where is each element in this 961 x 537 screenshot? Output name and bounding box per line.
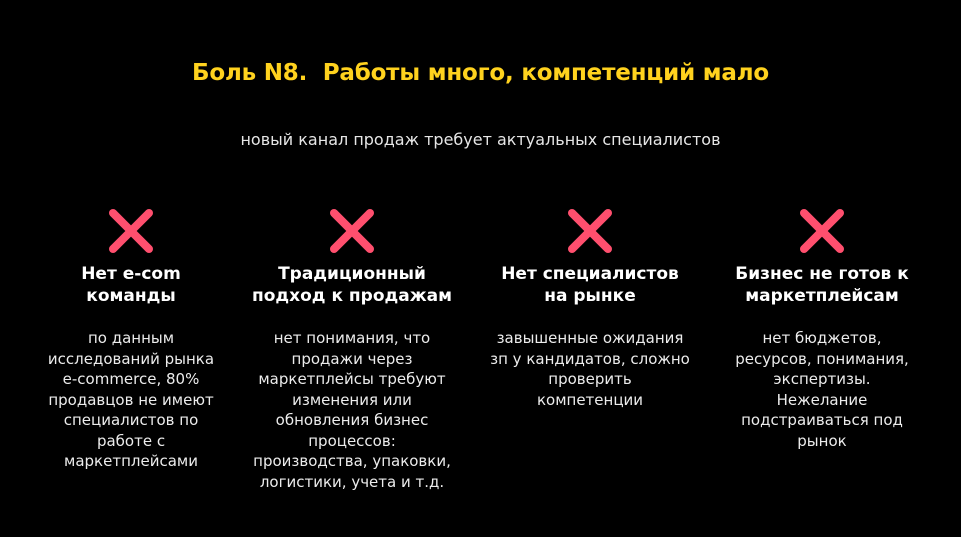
x-mark-icon <box>564 205 616 257</box>
column-body-line: обновления бизнес <box>275 411 429 429</box>
column-body-line: нет понимания, что <box>273 329 431 347</box>
column-body-line: по данным <box>87 329 175 347</box>
column-body-line: маркетплейсы требуют <box>258 370 446 388</box>
column-title-line: Нет e-com <box>81 264 181 284</box>
column-body-line: e-commerce, 80% <box>62 370 200 388</box>
column-body-line: ресурсов, понимания, <box>735 349 909 368</box>
x-mark-icon <box>105 205 157 257</box>
column-title-line: подход к продажам <box>252 286 452 306</box>
column-title <box>237 263 467 307</box>
column-body-line: процессов: <box>308 431 396 450</box>
column-body-line: продажи через <box>291 349 413 368</box>
column-title <box>707 263 937 307</box>
column-body-line: проверить <box>548 370 632 388</box>
column-title-line: маркетплейсам <box>745 286 899 306</box>
column-body <box>707 328 937 451</box>
column-title-line: Традиционный <box>278 264 426 284</box>
column-body-line: нет бюджетов, <box>762 329 882 347</box>
column-body-line: логистики, учета и т.д. <box>259 472 445 491</box>
column-body <box>237 328 467 492</box>
column-title-line: на рынке <box>544 286 636 306</box>
column-body-line: подстраиваться под <box>741 411 903 429</box>
column-title-line: команды <box>86 286 176 306</box>
column-title <box>475 263 705 307</box>
slide-title: Боль N8. Работы много, компетенций мало <box>192 60 769 86</box>
column-body-line: компетенции <box>536 390 644 409</box>
column-title-line: Бизнес не готов к <box>735 264 909 284</box>
pain-column-traditional-approach <box>237 205 467 492</box>
column-title <box>16 263 246 307</box>
column-title-line: Нет специалистов <box>501 264 679 284</box>
pain-column-no-specialists <box>475 205 705 410</box>
slide-subtitle: новый канал продаж требует актуальных специалистов <box>240 130 721 149</box>
column-body-line: исследований рынка <box>47 349 215 368</box>
column-body-line: экспертизы. <box>773 370 871 388</box>
column-body-line: изменения или <box>292 390 412 409</box>
column-body-line: завышенные ожидания <box>496 329 684 347</box>
column-body-line: рынок <box>797 431 847 450</box>
column-body-line: зп у кандидатов, сложно <box>490 349 690 368</box>
pain-column-no-ecom-team <box>16 205 246 472</box>
column-body-line: продавцов не имеют <box>48 390 214 409</box>
column-body-line: маркетплейсами <box>64 452 198 470</box>
column-body <box>475 328 705 410</box>
column-body-line: производства, упаковки, <box>253 452 451 470</box>
pain-column-business-not-ready <box>707 205 937 451</box>
x-mark-icon <box>796 205 848 257</box>
column-body-line: специалистов по <box>63 411 199 429</box>
column-body <box>16 328 246 472</box>
column-body-line: Нежелание <box>776 390 868 409</box>
column-body-line: работе с <box>96 431 166 450</box>
x-mark-icon <box>326 205 378 257</box>
